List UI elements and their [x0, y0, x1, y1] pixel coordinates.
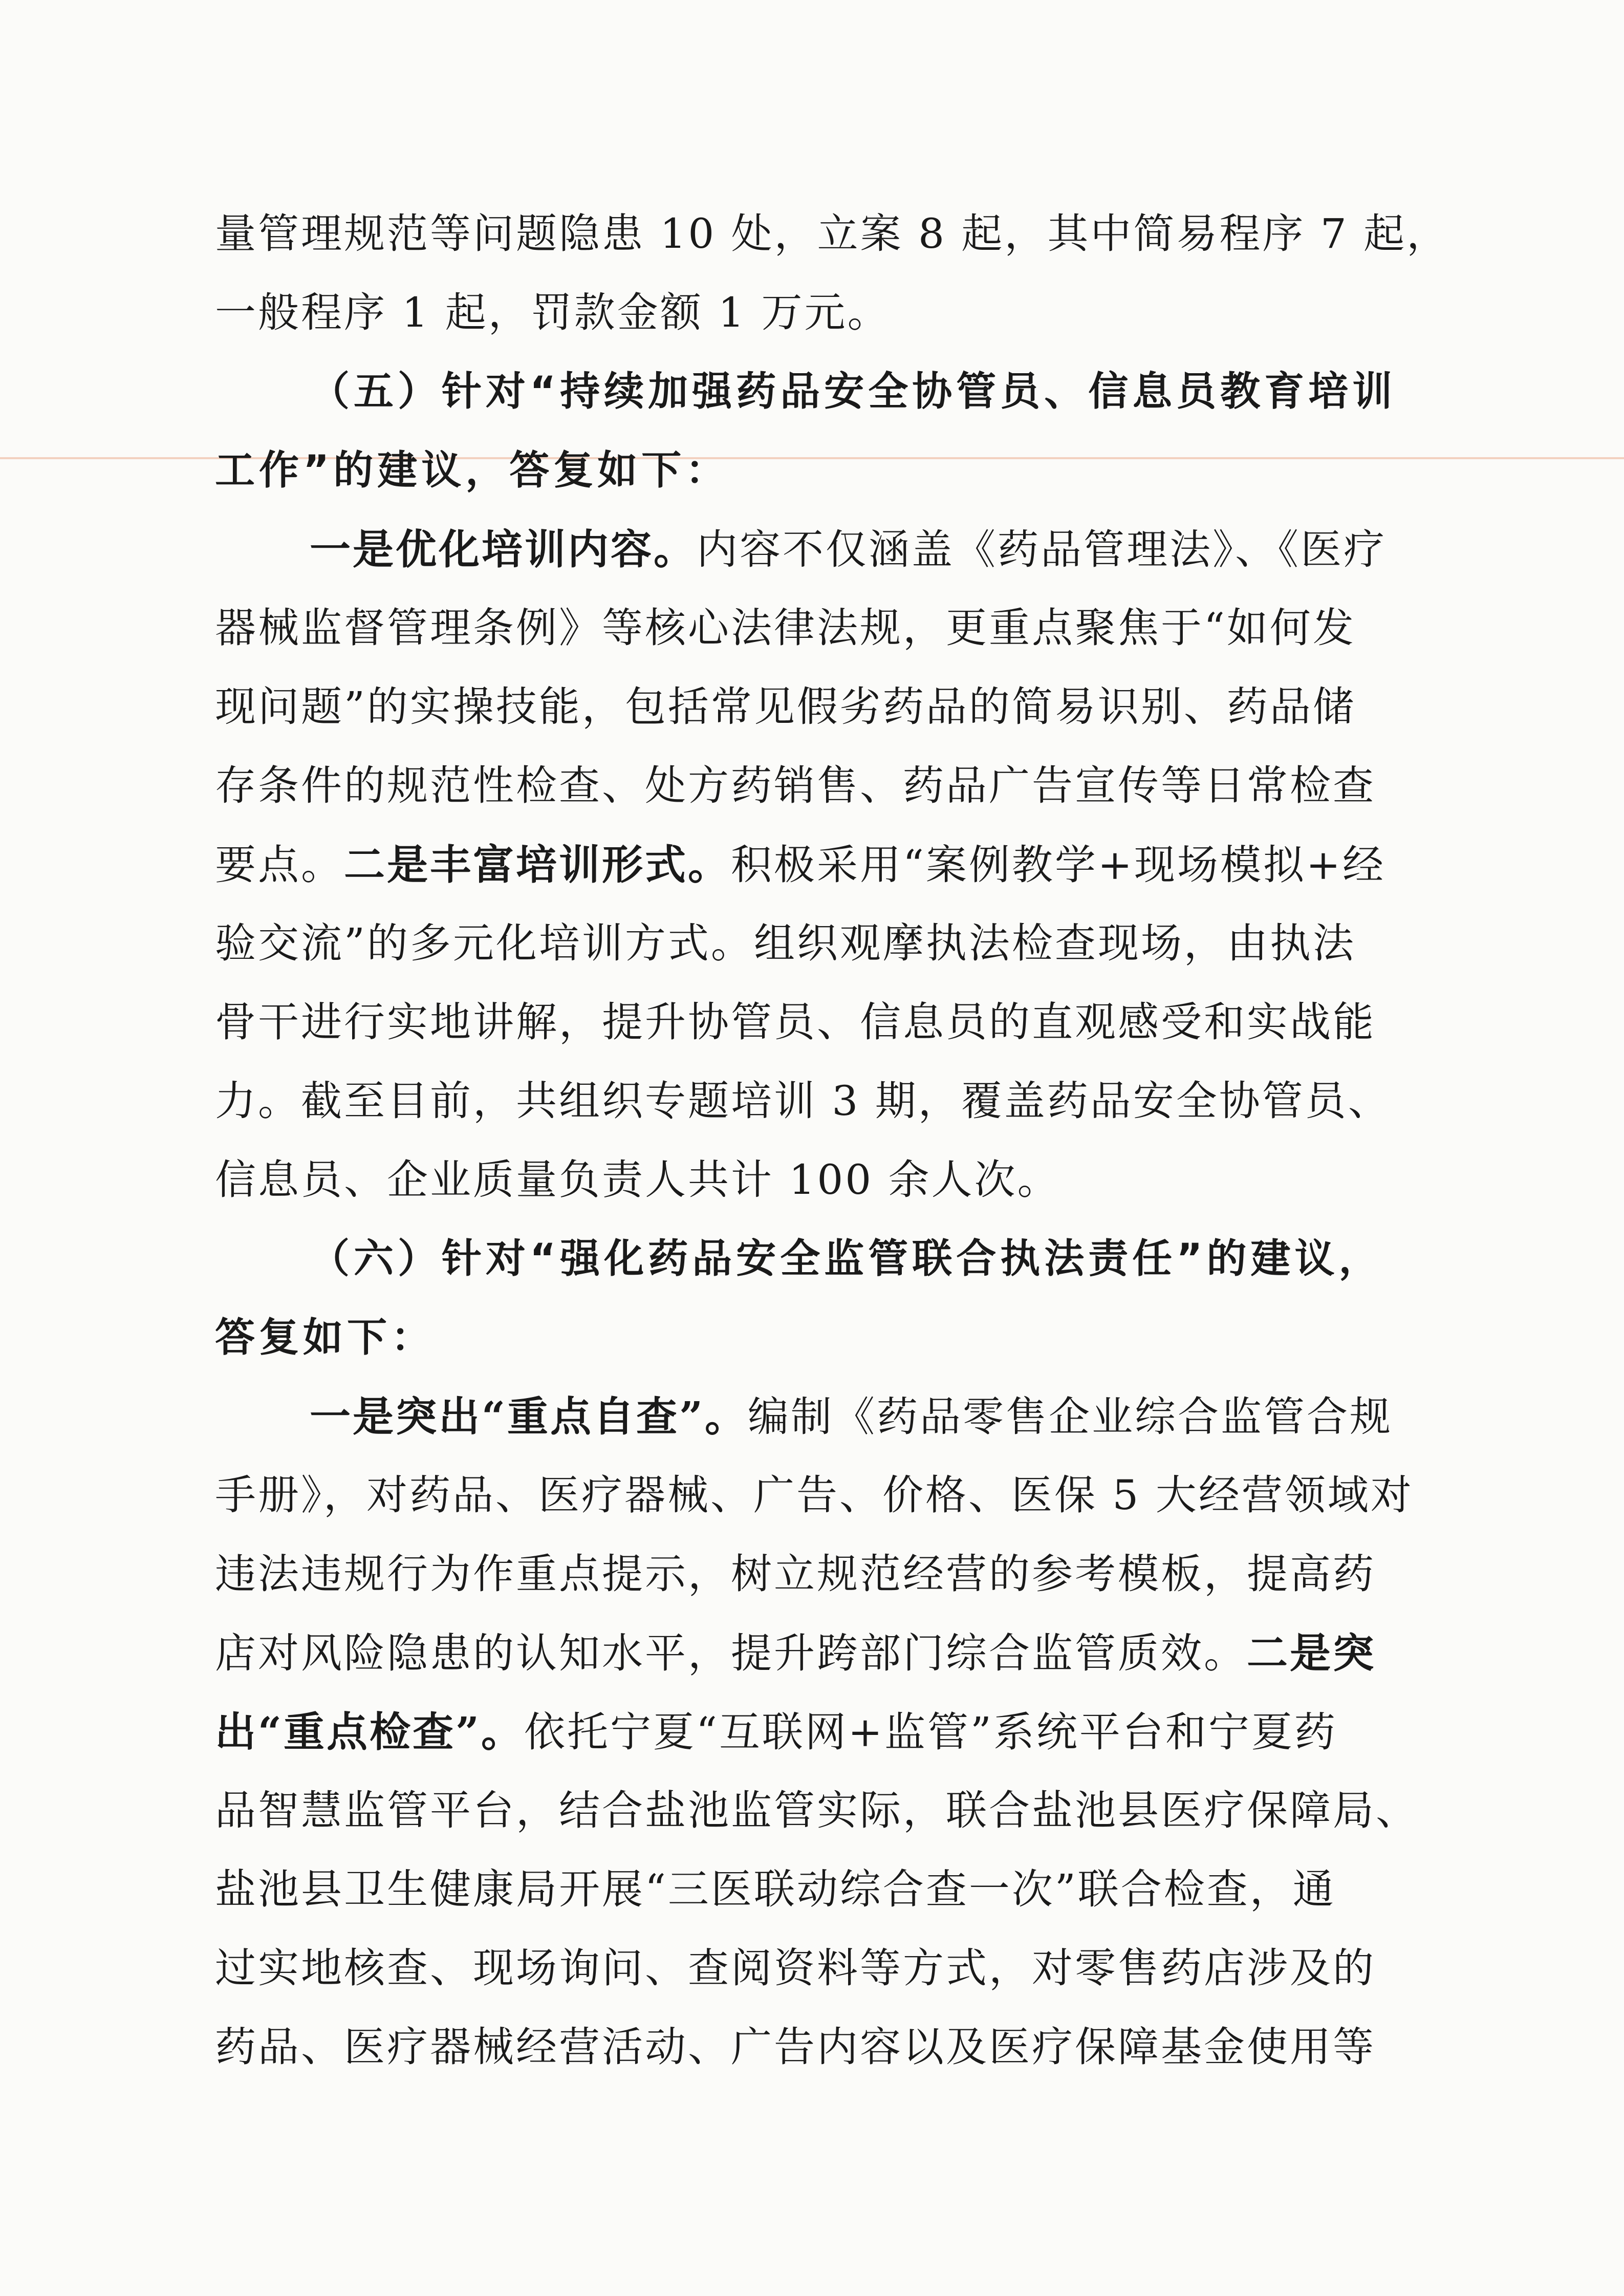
paragraph-line: 手册》，对药品、医疗器械、广告、价格、医保 5 大经营领域对: [215, 1471, 1414, 1519]
paragraph-line: [215, 1692, 1408, 1771]
point-title: 二是丰富培训形式。: [344, 841, 731, 889]
point-title: 一是突出“重点自查”。: [310, 1392, 748, 1441]
point-title: 一是优化培训内容。: [310, 525, 697, 573]
paragraph-line: 力。截至目前，共组织专题培训 3 期，覆盖药品安全协管员、: [215, 1077, 1391, 1125]
paragraph-line: 存条件的规范性检查、处方药销售、药品广告宣传等日常检查: [215, 762, 1376, 809]
section-heading-6: （六）针对“强化药品安全监管联合执法责任”的建议，: [310, 1236, 1383, 1282]
document-body: [215, 195, 1450, 2087]
paragraph-text: 内容不仅涵盖《药品管理法》、《医疗: [697, 526, 1387, 573]
paragraph-line: 信息员、企业质量负责人共计 100 余人次。: [215, 1156, 1060, 1204]
paragraph-line: 骨干进行实地讲解，提升协管员、信息员的直观感受和实战能: [215, 998, 1376, 1046]
text-line-1: 量管理规范等问题隐患 10 处，立案 8 起，其中简易程序 7 起，: [215, 210, 1450, 258]
paragraph-line: 品智慧监管平台，结合盐池监管实际，联合盐池县医疗保障局、: [215, 1787, 1419, 1834]
paragraph-line: [215, 825, 1408, 904]
paragraph-line: 器械监督管理条例》等核心法律法规，更重点聚焦于“如何发: [215, 604, 1356, 652]
paragraph-line: [215, 1377, 1408, 1456]
section-heading-6-cont: 答复如下：: [215, 1315, 436, 1361]
text-line-2: 一般程序 1 起，罚款金额 1 万元。: [215, 289, 891, 336]
paragraph-line: 现问题”的实操技能，包括常见假劣药品的简易识别、药品储: [215, 683, 1356, 731]
section-heading-5: （五）针对“持续加强药品安全协管员、信息员教育培训: [310, 369, 1397, 415]
paragraph-text: 要点。: [215, 841, 344, 889]
paragraph-text: 依托宁夏“互联网+监管”系统平台和宁夏药: [524, 1708, 1337, 1756]
paragraph-line: 违法违规行为作重点提示，树立规范经营的参考模板，提高药: [215, 1550, 1376, 1598]
paragraph-text: 编制《药品零售企业综合监管合规: [748, 1393, 1393, 1441]
paragraph-line: [215, 1614, 1408, 1692]
paragraph-line: [215, 510, 1408, 589]
paragraph-line: 验交流”的多元化培训方式。组织观摩执法检查现场，由执法: [215, 919, 1356, 967]
paragraph-text: 积极采用“案例教学+现场模拟+经: [731, 841, 1385, 889]
paragraph-line: 过实地核查、现场询问、查阅资料等方式，对零售药店涉及的: [215, 1944, 1376, 1992]
point-title: 出“重点检查”。: [215, 1708, 525, 1756]
point-title: 二是突: [1247, 1629, 1376, 1677]
paragraph-text: 店对风险隐患的认知水平，提升跨部门综合监管质效。: [215, 1629, 1247, 1677]
paragraph-line: 药品、医疗器械经营活动、广告内容以及医疗保障基金使用等: [215, 2023, 1376, 2071]
section-heading-5-cont: 工作”的建议，答复如下：: [215, 447, 730, 493]
paragraph-line: 盐池县卫生健康局开展“三医联动综合查一次”联合检查，通: [215, 1865, 1336, 1913]
